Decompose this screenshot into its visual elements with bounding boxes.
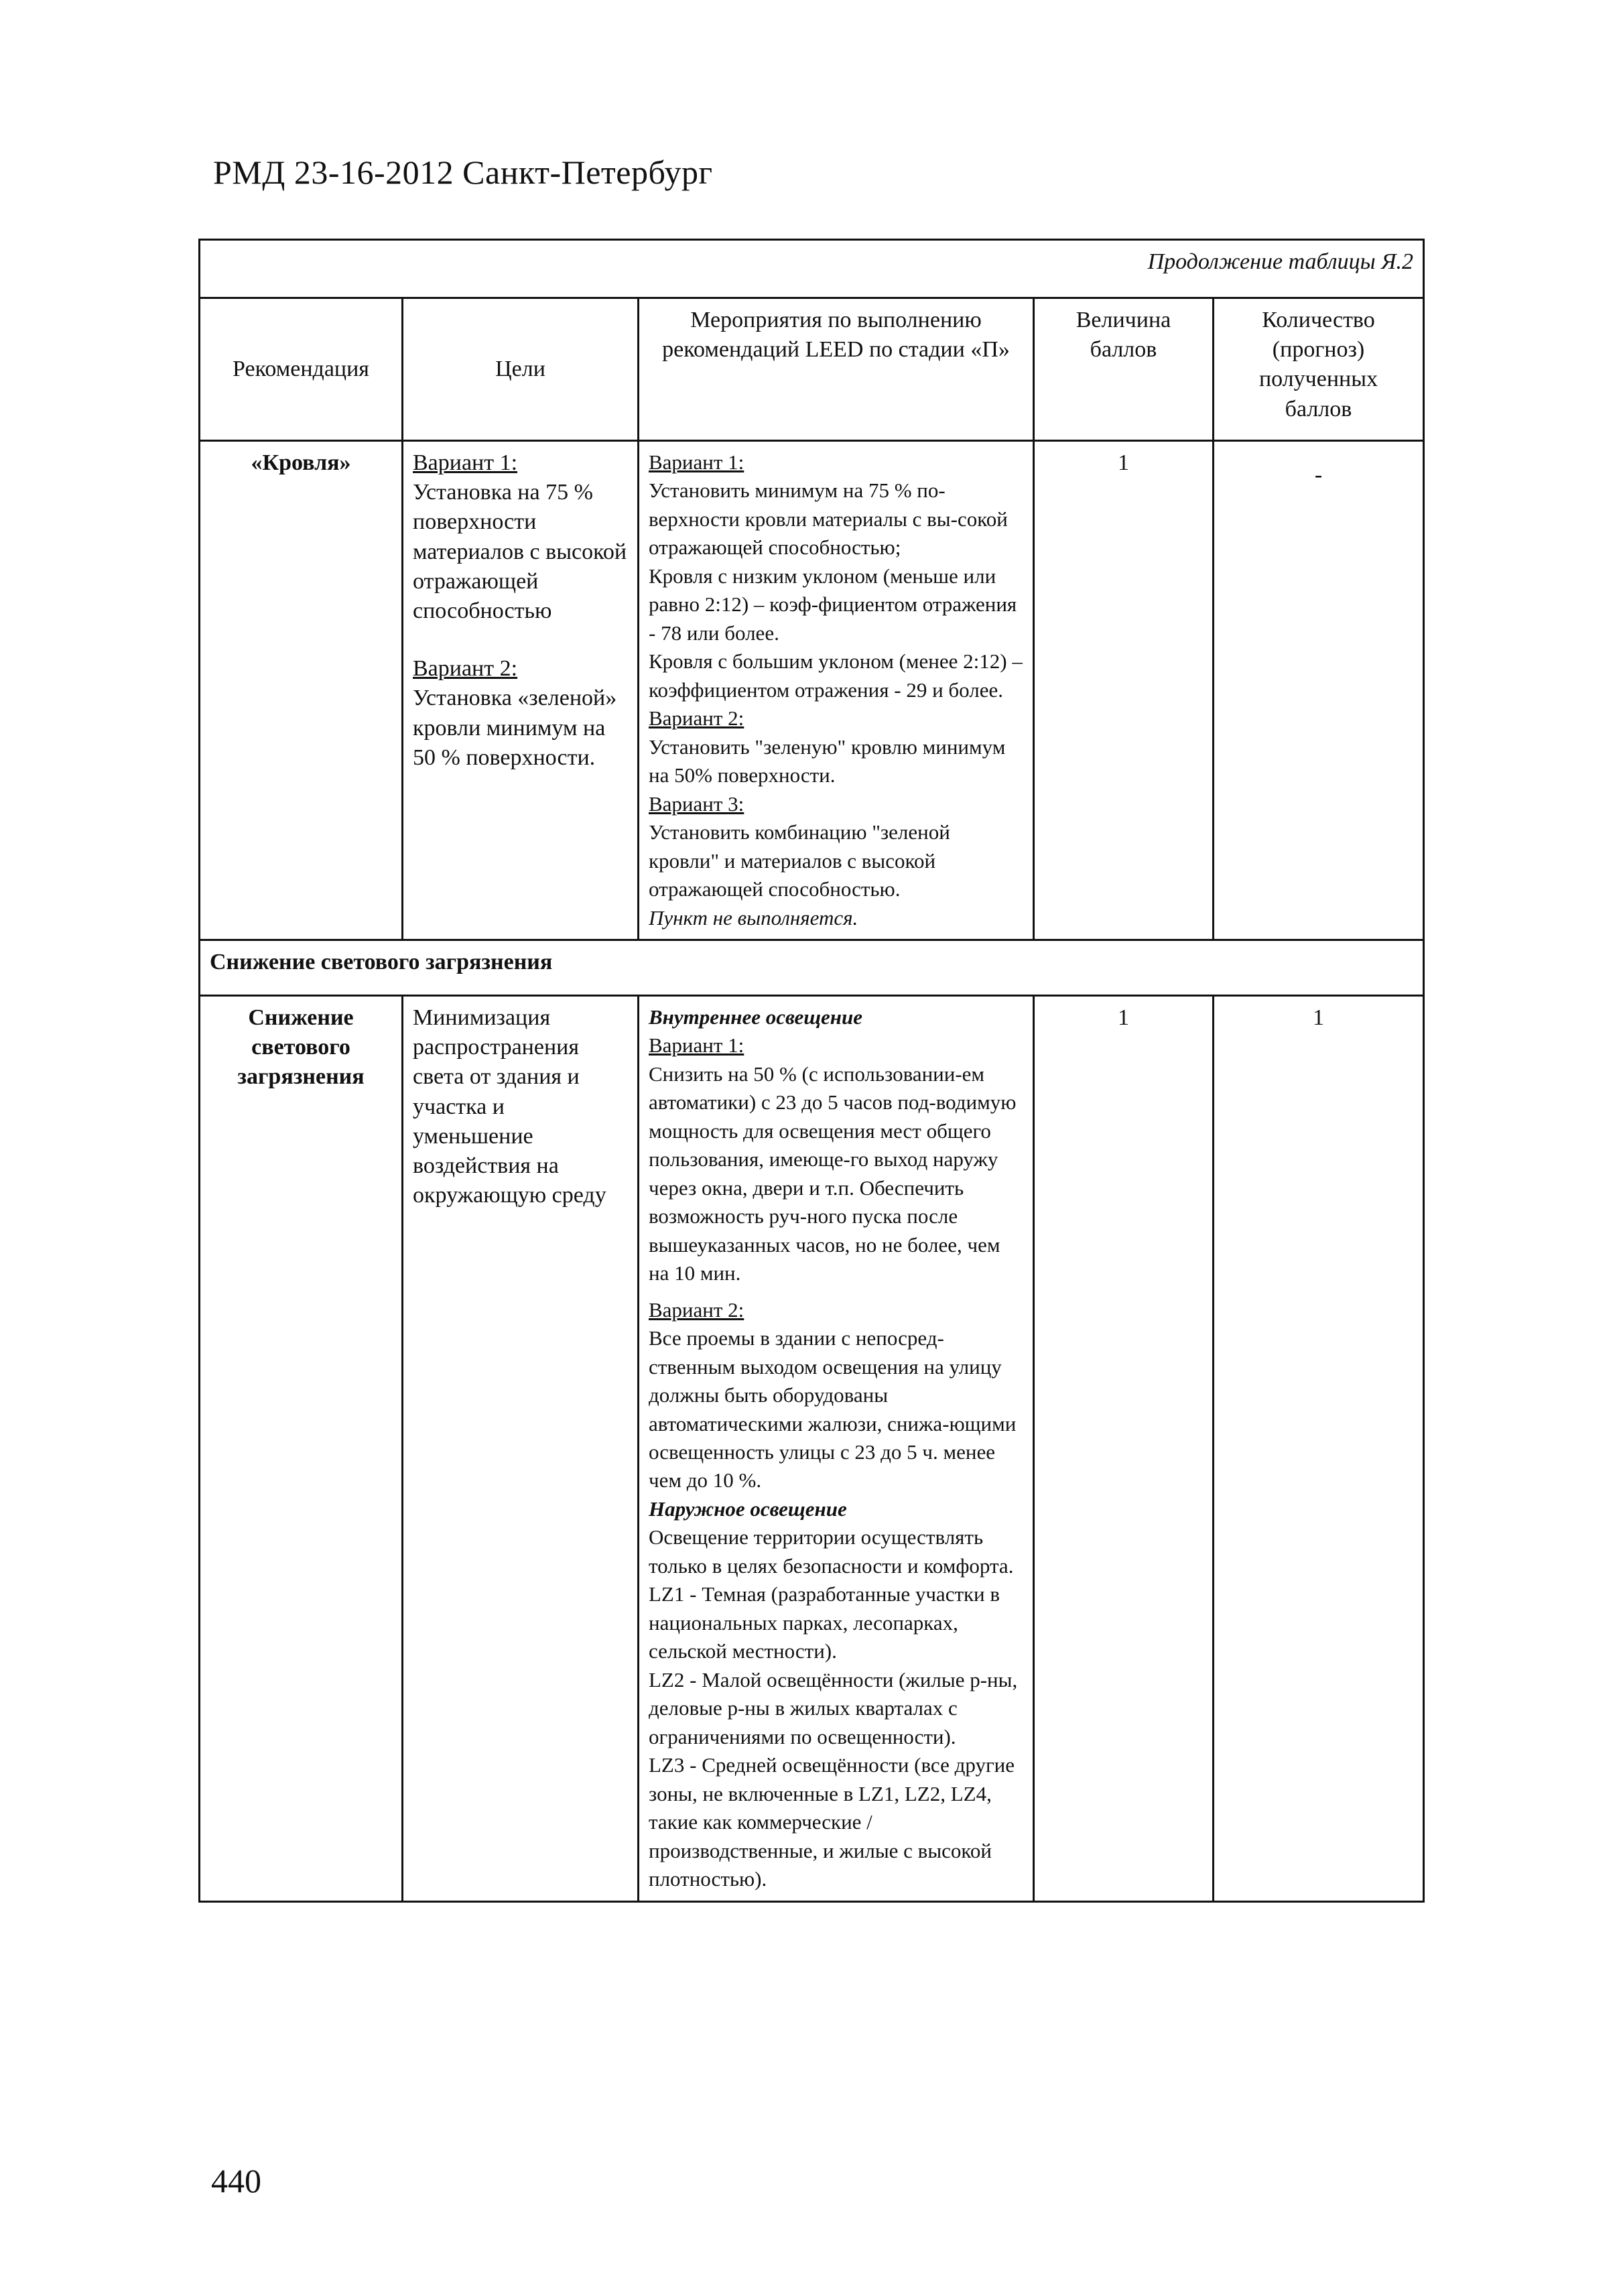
spacer bbox=[413, 626, 628, 654]
table-row-light-pollution bbox=[200, 995, 1424, 1901]
roof-measures bbox=[639, 441, 1034, 940]
roof-recommendation: «Кровля» bbox=[200, 441, 403, 940]
continuation-row bbox=[200, 240, 1424, 298]
roof-goal-variant1-text: Установка на 75 % поверхности материалов с высокой отражающей способностью bbox=[413, 480, 627, 623]
light-zone-lz3: LZ3 - Средней освещённости (все другие зоны, не включенные в LZ1, LZ2, LZ4, такие как коммерческие / производственные, и жилые с высокой плотностью). bbox=[649, 1753, 1015, 1891]
light-variant2-label: Вариант 2: bbox=[649, 1297, 744, 1322]
roof-measure-variant2-text: Установить "зеленую" кровлю минимум на 50% поверхности. bbox=[649, 735, 1006, 787]
roof-goal-variant2-label: Вариант 2: bbox=[413, 656, 518, 682]
leed-table bbox=[198, 239, 1425, 1903]
roof-forecast bbox=[1214, 441, 1424, 940]
roof-measure-note: Пункт не выполняется. bbox=[649, 905, 858, 930]
light-recommendation: Снижение светового загрязнения bbox=[200, 995, 403, 1901]
light-zone-lz1: LZ1 - Темная (разработанные участки в национальных парках, лесопарках, сельской местности). bbox=[649, 1582, 1000, 1663]
roof-measure-variant1-label: Вариант 1: bbox=[649, 450, 744, 474]
col-header-measures: Мероприятия по выполнению рекомендаций LEED по стадии «П» bbox=[639, 298, 1034, 441]
roof-measure-steep-slope: Кровля с большим уклоном (менее 2:12) – коэффициентом отражения - 29 и более. bbox=[649, 649, 1023, 702]
roof-points: 1 bbox=[1034, 441, 1214, 940]
roof-forecast-value: - bbox=[1314, 462, 1323, 487]
light-variant1-label: Вариант 1: bbox=[649, 1033, 744, 1058]
light-external-title: Наружное освещение bbox=[649, 1496, 847, 1521]
roof-measure-low-slope: Кровля с низким уклоном (меньше или равно 2:12) – коэф-фициентом отражения - 78 или более. bbox=[649, 564, 1017, 645]
light-variant2-text: Все проемы в здании с непосред-ственным выходом освещения на улицу должны быть оборудованы автоматическими жалюзи, снижа-ющими освещенность улицы с 23 до 5 ч. менее чем до 10 %. bbox=[649, 1326, 1017, 1492]
roof-goals bbox=[403, 441, 639, 940]
col-header-goals: Цели bbox=[403, 298, 639, 441]
table-row-roof bbox=[200, 441, 1424, 940]
light-points: 1 bbox=[1034, 995, 1214, 1901]
light-zone-lz2: LZ2 - Малой освещённости (жилые р-ны, деловые р-ны в жилых кварталах с ограничениями по освещенности). bbox=[649, 1667, 1018, 1748]
document-header: РМД 23-16-2012 Санкт-Петербург bbox=[213, 153, 713, 191]
col-header-points: Величина баллов bbox=[1034, 298, 1214, 441]
roof-goal-variant2-text: Установка «зеленой» кровли минимум на 50 % поверхности. bbox=[413, 686, 617, 770]
roof-goal-variant1-label: Вариант 1: bbox=[413, 450, 518, 475]
section-row bbox=[200, 940, 1424, 995]
continuation-label: Продолжение таблицы Я.2 bbox=[200, 240, 1424, 298]
light-forecast: 1 bbox=[1214, 995, 1424, 1901]
roof-measure-variant1-text: Установить минимум на 75 % по-верхности кровли материалы с вы-сокой отражающей способностью; bbox=[649, 479, 1008, 560]
light-external-text: Освещение территории осуществлять только в целях безопасности и комфорта. bbox=[649, 1525, 1014, 1578]
light-measures bbox=[639, 995, 1034, 1901]
col-header-forecast: Количество (прогноз) полученных баллов bbox=[1214, 298, 1424, 441]
col-header-recommendation: Рекомендация bbox=[200, 298, 403, 441]
roof-measure-variant2-label: Вариант 2: bbox=[649, 706, 744, 730]
light-internal-title: Внутреннее освещение bbox=[649, 1005, 862, 1029]
table-header-row bbox=[200, 298, 1424, 441]
spacer bbox=[1224, 448, 1413, 460]
roof-measure-variant3-label: Вариант 3: bbox=[649, 791, 744, 816]
roof-measure-variant3-text: Установить комбинацию "зеленой кровли" и материалов с высокой отражающей способностью. bbox=[649, 820, 950, 901]
light-variant1-text: Снизить на 50 % (с использовании-ем автоматики) с 23 до 5 часов под-водимую мощность для освещения мест общего пользования, имеюще-го выход наружу через окна, двери и т.п. Обеспечить возможность руч-ного пуска после вышеуказанных часов, но не более, чем на 10 мин. bbox=[649, 1062, 1017, 1285]
light-goals: Минимизация распространения света от здания и участка и уменьшение воздействия на окружающую среду bbox=[403, 995, 639, 1901]
section-title: Снижение светового загрязнения bbox=[200, 940, 1424, 995]
page-number: 440 bbox=[211, 2162, 261, 2199]
